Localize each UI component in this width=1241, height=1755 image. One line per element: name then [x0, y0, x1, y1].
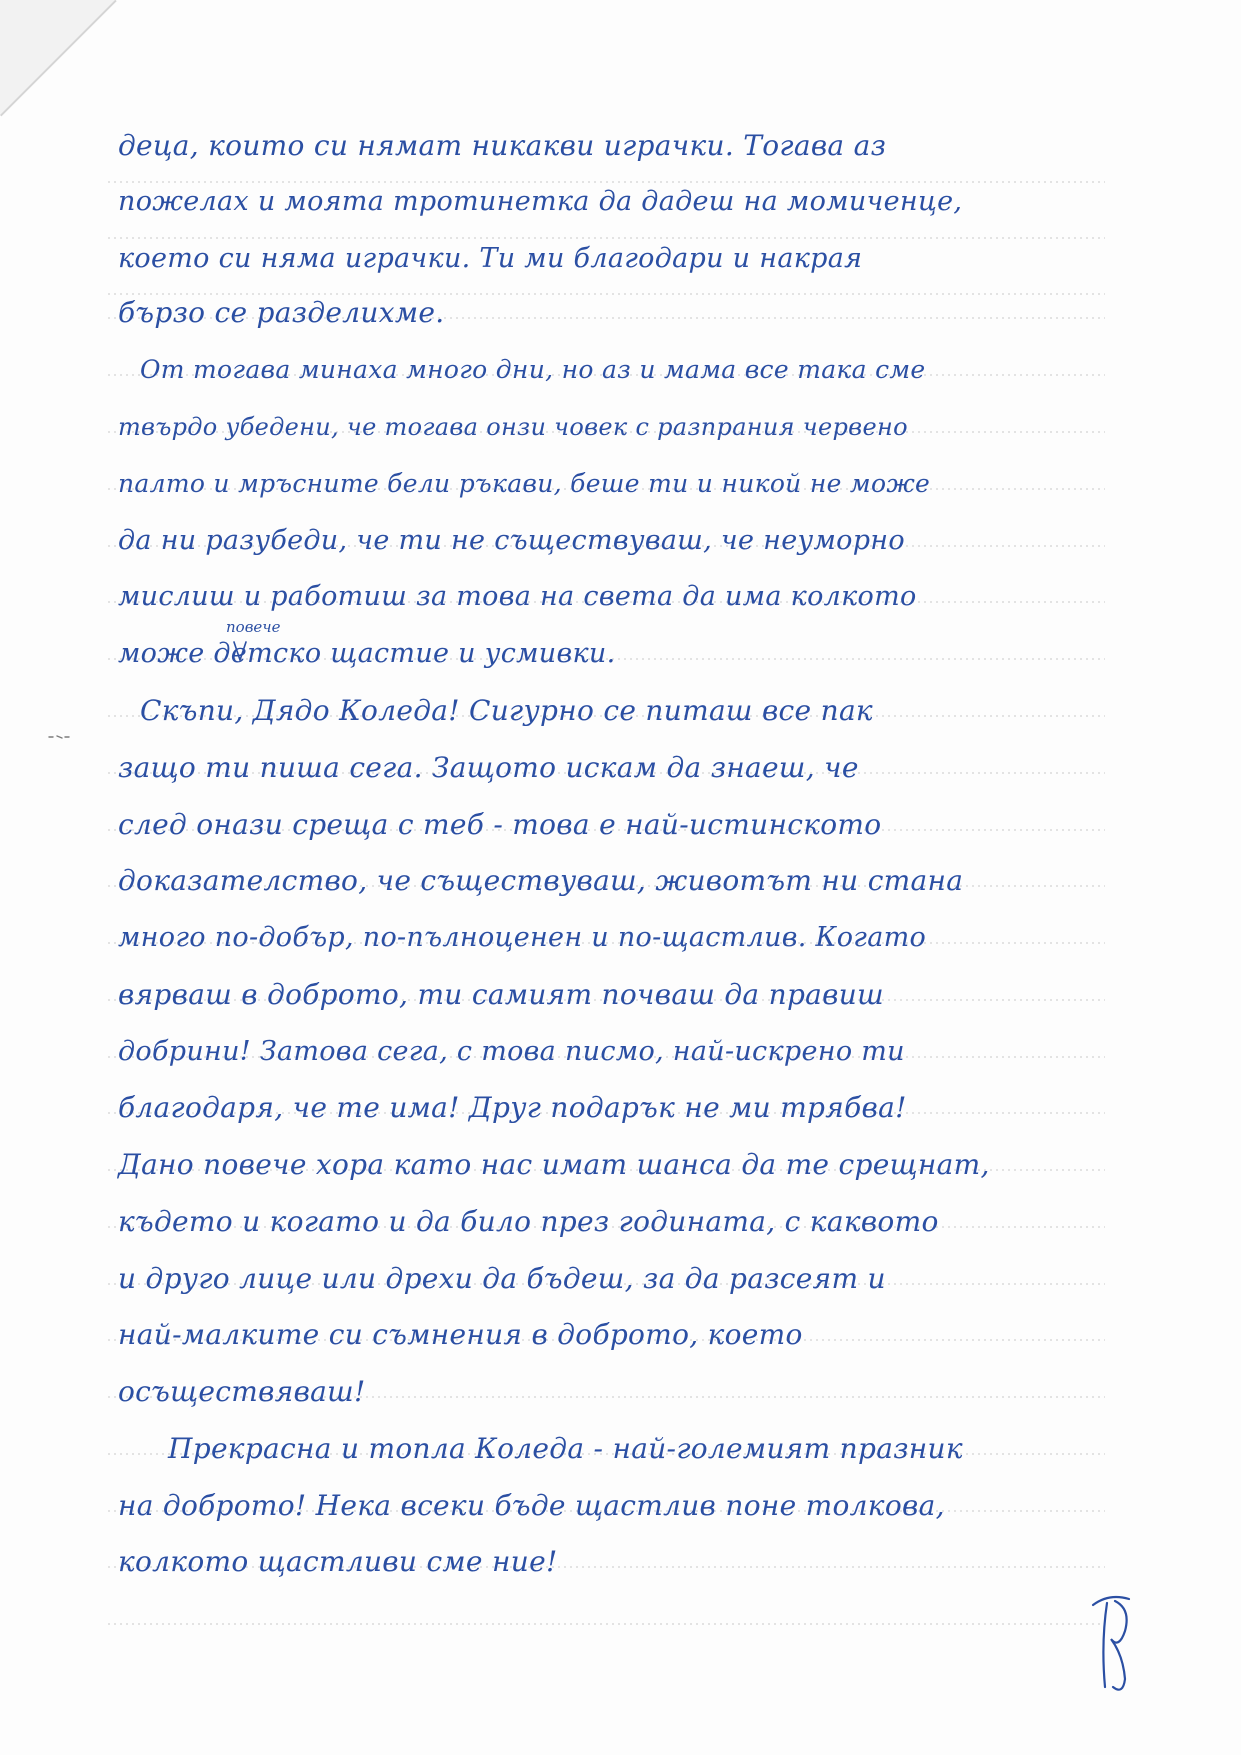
- letter-line: твърдо убедени, че тогава онзи човек с разпрания червено: [118, 413, 908, 441]
- letter-line: палто и мръсните бели ръкави, беше ти и никой не може: [118, 469, 931, 498]
- margin-dash-icon: [48, 734, 70, 740]
- letter-line: благодаря, че те има! Друг подарък не ми трябва!: [118, 1091, 907, 1124]
- letter-line: и друго лице или дрехи да бъдеш, за да разсеят и: [118, 1262, 886, 1295]
- inserted-word: повече: [226, 618, 281, 636]
- letter-line: да ни разубеди, че ти не съществуваш, че неуморно: [118, 525, 905, 556]
- letter-line: защо ти пиша сега. Защото искам да знаеш, че: [118, 751, 859, 784]
- letter-line: добрини! Затова сега, с това писмо, най-искрено ти: [118, 1036, 905, 1067]
- letter-line: деца, които си нямат никакви играчки. Тогава аз: [118, 129, 887, 162]
- letter-line: бързо се разделихме.: [118, 296, 445, 329]
- letter-line: пожелах и моята тротинетка да дадеш на момиченце,: [118, 186, 963, 217]
- handwritten-signature-icon: [1085, 1583, 1145, 1703]
- letter-line: вярваш в доброто, ти самият почваш да правиш: [118, 978, 884, 1011]
- letter-line: От тогава минаха много дни, но аз и мама все така сме: [140, 355, 926, 384]
- letter-line: Дано повече хора като нас имат шанса да те срещнат,: [118, 1148, 990, 1181]
- letter-line: Скъпи, Дядо Коледа! Сигурно се питаш все пак: [140, 694, 873, 727]
- letter-line: Прекрасна и топла Коледа - най-големият празник: [168, 1432, 963, 1465]
- letter-line: на доброто! Нека всеки бъде щастлив поне толкова,: [118, 1489, 945, 1522]
- letter-line: осъществяваш!: [118, 1375, 366, 1408]
- letter-line: мислиш и работиш за това на света да има колкото: [118, 581, 917, 612]
- letter-line: където и когато и да било през годината, с каквото: [118, 1205, 939, 1238]
- letter-line: след онази среща с теб - това е най-истинското: [118, 808, 882, 841]
- letter-line: много по-добър, по-пълноценен и по-щастлив. Когато: [118, 922, 927, 953]
- letter-line: най-малките си съмнения в доброто, което: [118, 1318, 803, 1351]
- letter-line: може детско щастие и усмивки.: [118, 638, 616, 669]
- letter-line: колкото щастливи сме ние!: [118, 1545, 558, 1578]
- letter-line: което си няма играчки. Ти ми благодари и накрая: [118, 243, 863, 274]
- insertion-caret-icon: [233, 640, 247, 662]
- letter-line: доказателство, че съществуваш, животът ни стана: [118, 864, 964, 897]
